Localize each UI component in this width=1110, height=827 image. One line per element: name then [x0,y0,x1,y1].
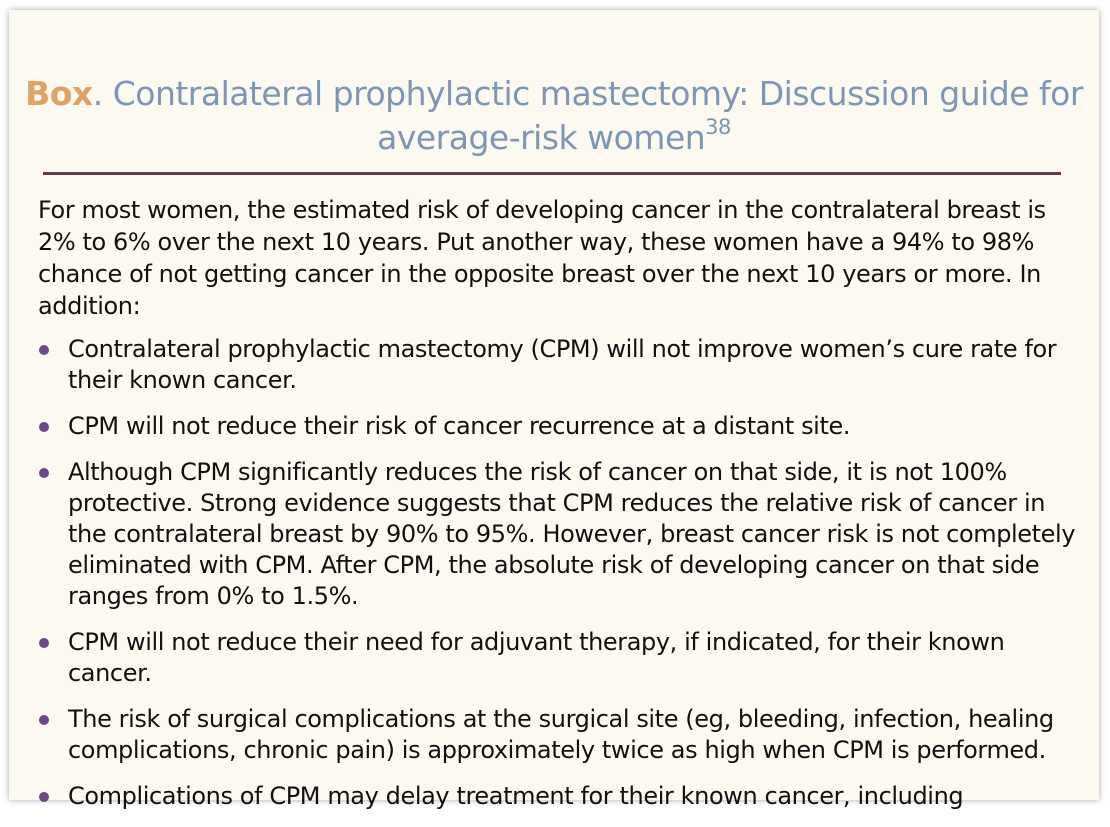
box-title-text: Contralateral prophylactic mastectomy: Discussion guide for average-risk women [102,74,1083,157]
box-title-separator: . [92,74,103,113]
intro-paragraph: For most women, the estimated risk of developing cancer in the contralateral breast is 2% to 6% over the next 10 years. Put another way, these women have a 94% to 98% chance of not getting cancer in the opposite breast over the next 10 years or more. In addition: [38,196,1046,320]
bullet-icon [39,792,49,802]
bullet-icon [39,468,49,478]
list-item-text: CPM will not reduce their risk of cancer recurrence at a distant site. [68,412,851,440]
list-item [38,627,1083,689]
bullet-icon [39,715,49,725]
bullet-icon [39,638,49,648]
box-title [9,72,1099,160]
list-item [38,457,1083,612]
bullet-icon [39,345,49,355]
list-item [38,411,1083,442]
list-item [38,781,1083,812]
bullet-icon [39,422,49,432]
list-item-text: CPM will not reduce their need for adjuvant therapy, if indicated, for their known cancer. [68,628,1005,687]
list-item-text: The risk of surgical complications at the surgical site (eg, bleeding, infection, healing complications, chronic pain) is approximately twice as high when CPM is performed. [68,705,1054,764]
bullet-list [38,334,1083,812]
list-item [38,334,1083,396]
list-item-text: Although CPM significantly reduces the risk of cancer on that side, it is not 100% protective. Strong evidence suggests that CPM reduces the relative risk of cancer in the contralateral breast by 90% to 95%. However, breast cancer risk is not completely eliminated with CPM. After CPM, the absolute risk of developing cancer on that side ranges from 0% to 1.5%. [68,458,1076,610]
list-item-text: Complications of CPM may delay treatment for their known cancer, including [68,782,964,810]
list-item-text: Contralateral prophylactic mastectomy (CPM) will not improve women’s cure rate for their known cancer. [68,335,1057,394]
title-divider [43,172,1061,175]
reference-superscript: 38 [705,115,731,139]
box-label: Box [25,74,93,113]
list-item [38,704,1083,766]
discussion-guide-box [9,10,1099,810]
box-content [38,194,1083,827]
